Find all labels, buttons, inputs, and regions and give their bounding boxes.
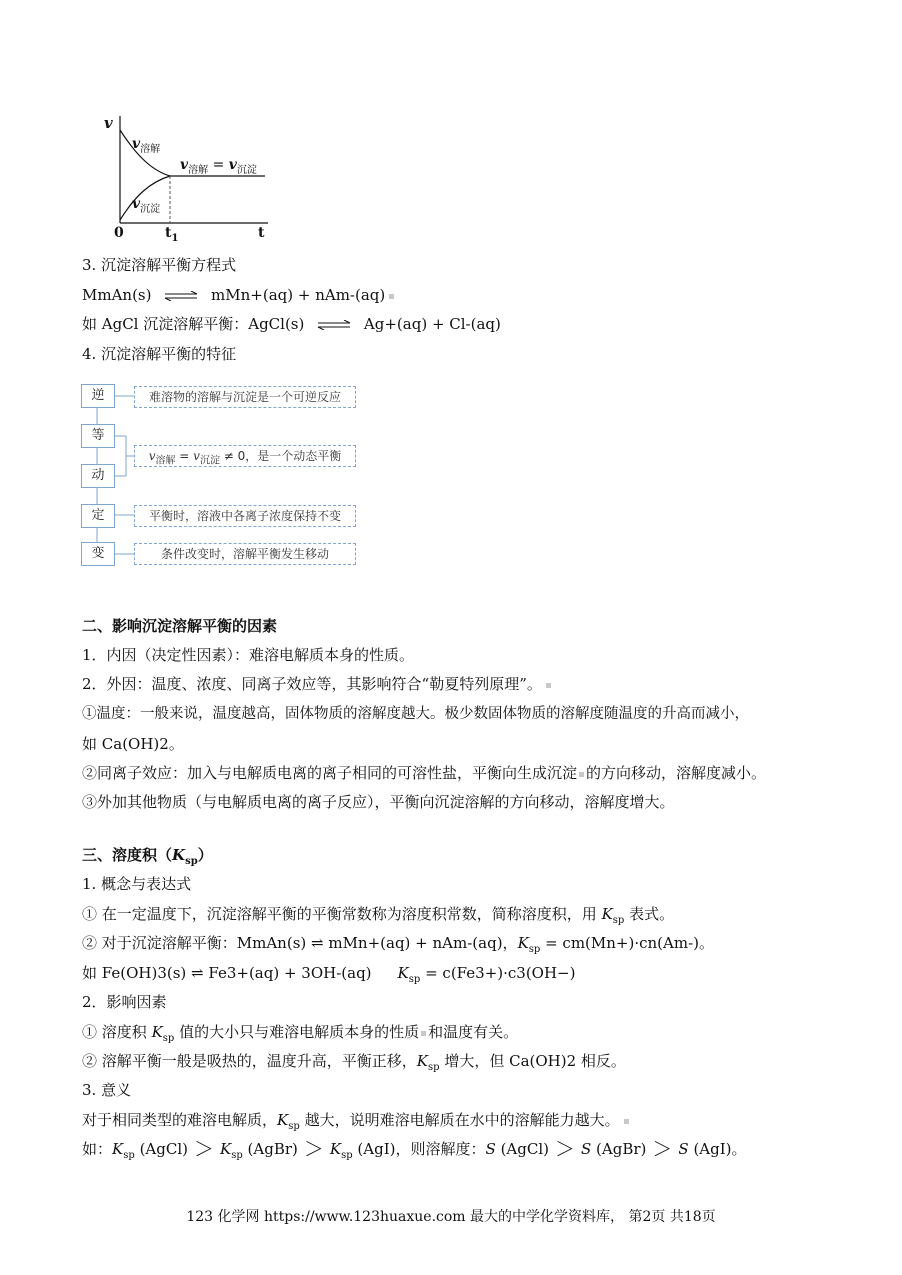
- graph-v-dissolve-label: $v_{溶解}$: [132, 136, 161, 155]
- sec2-heading: 二、影响沉淀溶解平衡的因素: [82, 617, 278, 635]
- graph-t1-label: $t_1$: [165, 225, 179, 244]
- graph-equation-label: $v_{溶解} = v_{沉淀}$: [180, 157, 257, 176]
- char-box-dong: 动: [81, 464, 115, 488]
- desc-deng-dong: $v_{溶解} = v_{沉淀} \ne 0$，是一个动态平衡: [134, 445, 356, 467]
- sec3-sub-2: 2．影响因素: [82, 993, 167, 1011]
- sec3-line-1: ① 在一定温度下，沉淀溶解平衡的平衡常数称为溶度积常数，简称溶度积，用 $K_{sp}$ 表式。: [82, 905, 675, 926]
- sec3-line-7: 如：$K_{sp}$ (AgCl) ＞ $K_{sp}$ (AgBr) ＞ $K_{sp}$ (AgI)，则溶解度：S (AgCl) ＞ S (AgBr) ＞ S (AgI)。: [82, 1137, 747, 1161]
- sec1-3-general-equation: MmAn(s) mMn+(aq) + nAm-(aq): [82, 285, 394, 305]
- graph-v-precip-label: $v_{沉淀}$: [132, 196, 161, 215]
- sec1-3-heading: 3. 沉淀溶解平衡方程式: [82, 256, 237, 274]
- desc-ding: 平衡时，溶液中各离子浓度保持不变: [134, 505, 356, 527]
- graph-origin-label: 0: [114, 225, 124, 241]
- sec3-line-5: ② 溶解平衡一般是吸热的，温度升高，平衡正移，$K_{sp}$ 增大，但 Ca(OH)2 相反。: [82, 1052, 626, 1073]
- sec3-line-4: ① 溶度积 $K_{sp}$ 值的大小只与难溶电解质本身的性质 和温度有关。: [82, 1023, 519, 1044]
- sec3-heading: 三、溶度积$(K_{sp})$: [82, 846, 213, 867]
- graph-y-label: v: [104, 114, 113, 132]
- sec1-4-heading: 4. 沉淀溶解平衡的特征: [82, 345, 237, 363]
- sec3-sub-1: 1. 概念与表达式: [82, 875, 192, 893]
- desc-ni: 难溶物的溶解与沉淀是一个可逆反应: [134, 386, 356, 408]
- char-box-ni: 逆: [81, 384, 115, 408]
- sec2-line-1: 1．内因（决定性因素）：难溶电解质本身的性质。: [82, 646, 415, 664]
- equilibrium-arrow-icon: [317, 320, 351, 330]
- marker-icon: [624, 1119, 629, 1124]
- char-box-ding: 定: [81, 504, 115, 528]
- sec3-line-6: 对于相同类型的难溶电解质，$K_{sp}$ 越大，说明难溶电解质在水中的溶解能力越大。: [82, 1110, 629, 1130]
- sec3-line-3: 如 Fe(OH)3(s) ⇌ Fe3+(aq) + 3OH-(aq) $K_{sp} = c(Fe3+)\cdot c3(OH-)$: [82, 964, 576, 985]
- sec2-line-5: ②同离子效应：加入与电解质电离的离子相同的可溶性盐，平衡向生成沉淀 的方向移动，溶解度减小。: [82, 764, 767, 782]
- marker-icon: [389, 294, 394, 299]
- marker-icon: [579, 772, 584, 777]
- sec1-3-agcl-equation: 如 AgCl 沉淀溶解平衡：AgCl(s) Ag+(aq) + Cl-(aq): [82, 315, 501, 333]
- marker-icon: [546, 683, 551, 688]
- sec2-line-3: ①温度：一般来说，温度越高，固体物质的溶解度越大。极少数固体物质的溶解度随温度的升高而减小，: [82, 706, 749, 722]
- sec2-line-2: 2．外因：温度、浓度、同离子效应等，其影响符合“勒夏特列原理”。: [82, 674, 551, 694]
- page-footer: 123 化学网 https://www.123huaxue.com 最大的中学化学资料库， 第2页 共18页: [186, 1209, 716, 1225]
- char-box-bian: 变: [81, 542, 115, 566]
- sec3-line-2: ② 对于沉淀溶解平衡：MmAn(s) ⇌ mMn+(aq) + nAm-(aq)，$K_{sp} = cm(Mn+)\cdot cn(Am-)$。: [82, 934, 715, 955]
- char-box-deng: 等: [81, 424, 115, 448]
- sec2-line-6: ③外加其他物质（与电解质电离的离子反应），平衡向沉淀溶解的方向移动，溶解度增大。: [82, 793, 675, 811]
- graph-x-label: t: [258, 225, 265, 241]
- marker-icon: [421, 1031, 426, 1036]
- desc-bian: 条件改变时，溶解平衡发生移动: [134, 543, 356, 565]
- sec3-sub-3: 3. 意义: [82, 1081, 132, 1099]
- equilibrium-arrow-icon: [164, 291, 198, 301]
- sec2-line-4: 如 Ca(OH)2。: [82, 735, 184, 753]
